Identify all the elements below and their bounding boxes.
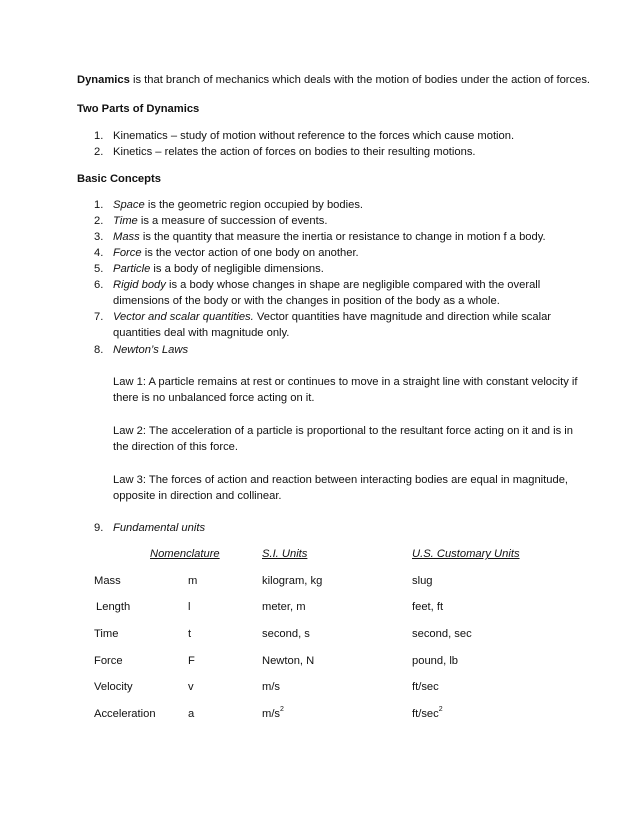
two-parts-heading: Two Parts of Dynamics <box>77 103 200 115</box>
quantity-cell: Length <box>96 601 131 613</box>
si-cell: Newton, N <box>262 655 315 667</box>
item-number: 2. <box>94 146 104 158</box>
item-number: 9. <box>94 522 104 534</box>
us-unit-text: ft/sec <box>412 708 439 720</box>
si-cell: kilogram, kg <box>262 575 323 587</box>
item-number: 5. <box>94 263 104 275</box>
list-item <box>113 213 327 229</box>
item-number: 1. <box>94 199 104 211</box>
header-si-units: S.I. Units <box>262 548 308 560</box>
concept-text: is a measure of succession of events. <box>137 215 328 227</box>
concept-term: Particle <box>113 263 151 275</box>
us-cell: slug <box>412 575 433 587</box>
us-cell: feet, ft <box>412 601 444 613</box>
concept-term: Mass <box>113 231 140 243</box>
list-item <box>113 309 551 325</box>
si-cell <box>262 706 284 722</box>
units-heading: Fundamental units <box>113 522 206 534</box>
quantity-cell: Time <box>94 628 119 640</box>
item-number: 4. <box>94 247 104 259</box>
symbol-cell: l <box>188 601 191 613</box>
law-3-line-1: Law 3: The forces of action and reaction between interacting bodies are equal in magnitude, <box>113 474 569 486</box>
concept-text: is the vector action of one body on another. <box>141 247 359 259</box>
us-cell <box>412 706 443 722</box>
concept-text: is the geometric region occupied by bodies. <box>144 199 364 211</box>
item-number: 3. <box>94 231 104 243</box>
concept-text: is a body whose changes in shape are negligible compared with the overall <box>165 279 541 291</box>
si-unit-text: m/s <box>262 708 281 720</box>
intro-paragraph <box>77 72 590 88</box>
symbol-cell: t <box>188 628 192 640</box>
law-1-line-1: Law 1: A particle remains at rest or continues to move in a straight line with constant velocity if <box>113 376 578 388</box>
list-item <box>113 197 363 213</box>
item-number: 6. <box>94 279 104 291</box>
law-3-line-2: opposite in direction and collinear. <box>113 490 282 502</box>
si-cell: meter, m <box>262 601 306 613</box>
quantity-cell: Force <box>94 655 123 667</box>
concept-term: Rigid body <box>113 279 166 291</box>
intro-term: Dynamics <box>77 74 130 86</box>
concept-continuation: quantities deal with magnitude only. <box>113 327 290 339</box>
header-us-units: U.S. Customary Units <box>412 548 520 560</box>
concept-term: Newton’s Laws <box>113 344 189 356</box>
list-item <box>113 261 324 277</box>
basic-concepts-heading: Basic Concepts <box>77 173 161 185</box>
list-item-text: Kinetics – relates the action of forces on bodies to their resulting motions. <box>113 146 476 158</box>
concept-text: is the quantity that measure the inertia or resistance to change in motion f a body. <box>139 231 546 243</box>
symbol-cell: m <box>188 575 198 587</box>
concept-text: Vector quantities have magnitude and direction while scalar <box>253 311 552 323</box>
law-1-line-2: there is no unbalanced force acting on it. <box>113 392 315 404</box>
list-item <box>94 144 103 160</box>
si-exponent: 2 <box>280 706 284 714</box>
header-nomenclature: Nomenclature <box>150 548 220 560</box>
quantity-cell: Mass <box>94 575 121 587</box>
item-number: 8. <box>94 344 104 356</box>
si-cell: m/s <box>262 681 281 693</box>
us-cell: ft/sec <box>412 681 439 693</box>
list-item <box>113 342 188 358</box>
us-cell: second, sec <box>412 628 472 640</box>
us-exponent: 2 <box>438 706 443 714</box>
concept-text: is a body of negligible dimensions. <box>150 263 324 275</box>
list-item <box>113 245 359 261</box>
intro-text: is that branch of mechanics which deals with the motion of bodies under the action of forces. <box>129 74 591 86</box>
law-2-line-2: the direction of this force. <box>113 441 238 453</box>
list-item-text: Kinematics – study of motion without reference to the forces which cause motion. <box>113 130 515 142</box>
concept-continuation: dimensions of the body or with the changes in position of the body as a whole. <box>113 295 500 307</box>
si-cell: second, s <box>262 628 310 640</box>
concept-term: Space <box>113 199 145 211</box>
list-item <box>113 229 546 245</box>
symbol-cell: a <box>188 708 195 720</box>
concept-term: Vector and scalar quantities. <box>113 311 254 323</box>
us-cell: pound, lb <box>412 655 459 667</box>
item-number: 1. <box>94 130 104 142</box>
law-2-line-1: Law 2: The acceleration of a particle is proportional to the resultant force acting on it and is in <box>113 425 573 437</box>
concept-term: Time <box>113 215 138 227</box>
quantity-cell: Acceleration <box>94 708 156 720</box>
item-number: 2. <box>94 215 104 227</box>
symbol-cell: v <box>188 681 194 693</box>
list-item <box>94 128 103 144</box>
item-number: 7. <box>94 311 104 323</box>
list-item <box>113 277 540 293</box>
quantity-cell: Velocity <box>94 681 133 693</box>
symbol-cell: F <box>188 655 195 667</box>
concept-term: Force <box>113 247 142 259</box>
